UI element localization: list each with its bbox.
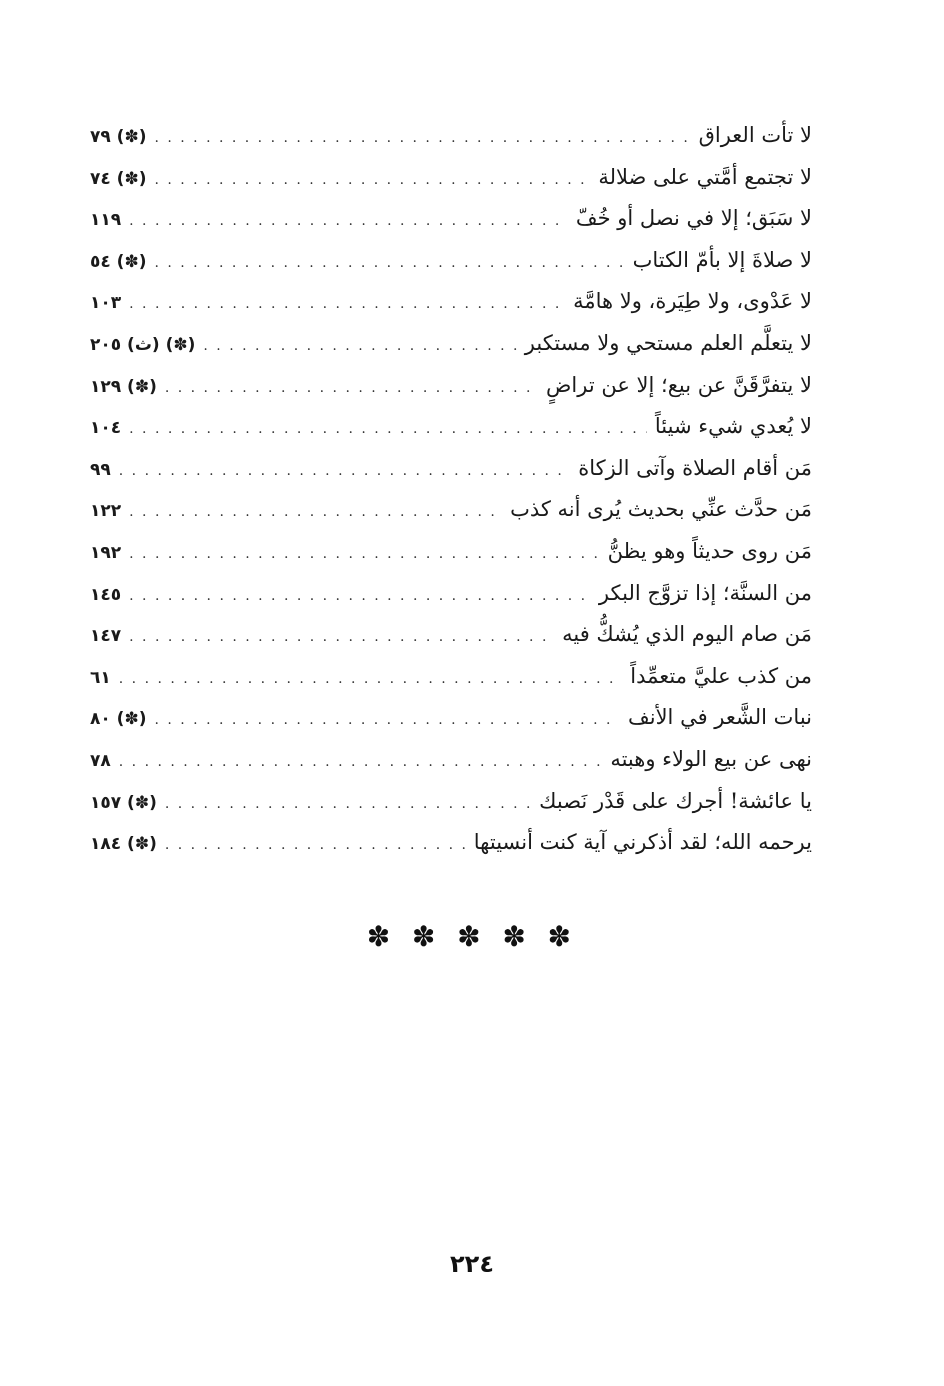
dot-leader <box>165 825 466 867</box>
index-entry <box>90 406 812 448</box>
entry-text: مَن صام اليوم الذي يُشكُّ فيه <box>562 622 812 647</box>
entry-text: لا تجتمع أمَّتي على ضلالة <box>598 164 812 189</box>
page-reference: ١٩٢ <box>90 542 122 563</box>
dot-leader <box>119 742 603 784</box>
index-entry <box>90 157 812 199</box>
dot-leader <box>119 451 571 493</box>
dot-leader <box>129 534 599 576</box>
page-reference: ١٤٥ <box>90 584 122 605</box>
dot-leader <box>129 492 502 534</box>
page-reference: ٧٨ <box>90 750 111 771</box>
page-reference: (✽) ٧٩ <box>90 127 147 147</box>
page-reference: ١٢٢ <box>90 501 122 522</box>
dot-leader <box>154 160 590 202</box>
dot-leader <box>129 409 647 451</box>
page-reference: (✽) ٧٤ <box>90 168 147 189</box>
dot-leader <box>154 700 620 742</box>
index-entry <box>90 323 812 365</box>
entry-text: لا يتعلَّم العلم مستحي ولا مستكبر <box>524 330 812 355</box>
index-entry <box>90 448 812 490</box>
page-reference: (✽) ١٥٧ <box>90 792 157 813</box>
dot-leader <box>154 118 690 160</box>
index-entry <box>90 573 812 615</box>
dot-leader <box>154 243 624 285</box>
index-entry <box>90 531 812 573</box>
index-entry <box>90 739 812 781</box>
page-reference: ٩٩ <box>90 459 111 480</box>
index-entry <box>90 281 812 323</box>
index-entry <box>90 115 812 157</box>
dot-leader <box>119 659 622 701</box>
index-entry <box>90 365 812 407</box>
hadith-index-list <box>90 115 812 864</box>
dot-leader <box>203 326 516 368</box>
dot-leader <box>165 368 538 410</box>
page-reference: (✽) ٥٤ <box>90 251 147 272</box>
dot-leader <box>129 201 568 243</box>
entry-text: لا صلاةَ إلا بأمّ الكتاب <box>632 247 812 272</box>
page-reference: ١٤٧ <box>90 626 122 647</box>
index-entry <box>90 822 812 864</box>
entry-text: مَن روى حديثاً وهو يظنُّ <box>607 538 812 563</box>
entry-text: لا تأت العراق <box>698 123 812 147</box>
entry-text: لا يتفرَّقَنَّ عن بيع؛ إلا عن تراضٍ <box>546 372 812 397</box>
entry-text: نبات الشَّعر في الأنف <box>628 705 812 730</box>
dot-leader <box>129 617 554 659</box>
section-separator: ✽ ✽ ✽ ✽ ✽ <box>366 920 578 953</box>
page-reference: (✽) (ث) ٢٠٥ <box>90 334 196 355</box>
entry-text: لا يُعدي شيء شيئاً <box>654 414 812 439</box>
entry-text: يا عائشة! أجرك على قَدْر نَصبك <box>539 788 812 813</box>
dot-leader <box>165 784 531 826</box>
index-entry <box>90 697 812 739</box>
index-entry <box>90 656 812 698</box>
entry-text: نهى عن بيع الولاء وهبته <box>610 746 812 771</box>
entry-text: من السنَّة؛ إذا تزوَّج البكر <box>598 580 812 605</box>
index-entry <box>90 240 812 282</box>
index-entry <box>90 198 812 240</box>
page-number: ٢٢٤ <box>450 1250 494 1278</box>
entry-text: لا عَدْوى، ولا طِيَرة، ولا هامَّة <box>573 289 812 314</box>
entry-text: لا سَبَق؛ إلا في نصل أو خُفّ <box>575 206 812 231</box>
entry-text: من كذب عليَّ متعمِّداً <box>630 663 812 688</box>
page-reference: (✽) ١٨٤ <box>90 834 157 855</box>
dot-leader <box>129 576 591 618</box>
entry-text: مَن أقام الصلاة وآتى الزكاة <box>578 455 812 480</box>
index-entry <box>90 489 812 531</box>
page-reference: ١١٩ <box>90 210 122 231</box>
index-entry <box>90 614 812 656</box>
dot-leader <box>129 284 565 326</box>
page-reference: (✽) ١٢٩ <box>90 376 157 397</box>
page-reference: ١٠٤ <box>90 418 122 439</box>
entry-text: يرحمه الله؛ لقد أذكرني آية كنت أنسيتها <box>473 830 812 855</box>
entry-text: مَن حدَّث عنِّي بحديث يُرى أنه كذب <box>510 497 812 522</box>
page-reference: ١٠٣ <box>90 293 122 314</box>
index-entry <box>90 781 812 823</box>
page-reference: ٦١ <box>90 667 111 688</box>
page-reference: (✽) ٨٠ <box>90 709 147 730</box>
